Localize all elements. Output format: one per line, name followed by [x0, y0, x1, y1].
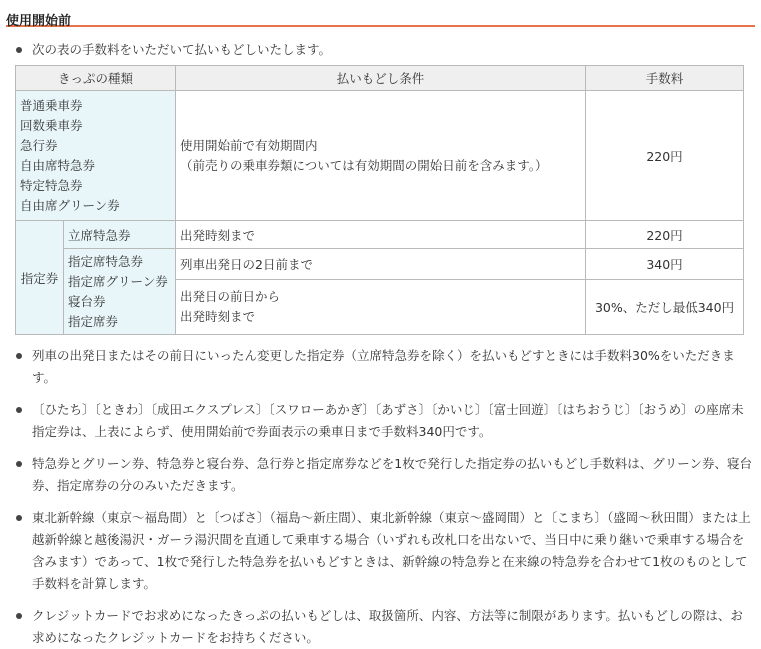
reserved-ticket-types [64, 249, 176, 335]
standing-condition: 出発時刻まで [176, 221, 586, 249]
standing-fee: 220円 [586, 221, 744, 249]
table-row [16, 91, 744, 221]
condition-line: （前売りの乗車券類については有効期間の開始日前を含みます。） [180, 157, 548, 173]
two-days-fee: 340円 [586, 249, 744, 280]
note-text: 特急券とグリーン券、特急券と寝台券、急行券と指定席券などを1枚で発行した指定券の払いもどし手数料は、グリーン券、寝台券、指定席券の分のみいただきます。 [32, 456, 752, 493]
ticket-type-label: 寝台券 [68, 293, 106, 309]
ticket-type-label: 指定席グリーン券 [68, 273, 168, 289]
condition-line: 出発日の前日から [180, 289, 281, 304]
table-header-row [16, 66, 744, 91]
bullet-dot-icon [16, 515, 22, 521]
list-item [6, 399, 755, 443]
bullet-dot-icon [16, 613, 22, 619]
ticket-type-label: 自由席特急券 [20, 157, 96, 173]
table-row [16, 249, 744, 280]
note-text: 〔ひたち〕〔ときわ〕〔成田エクスプレス〕〔スワローあかぎ〕〔あずさ〕〔かいじ〕〔富士回遊〕〔はちおうじ〕〔おうめ〕の座席未指定券は、上表によらず、使用開始前で券面表示の乗車日まで手数料340円です。 [32, 402, 744, 439]
day-before-condition [176, 280, 586, 335]
note-text: 東北新幹線（東京～福島間）と〔つばさ〕（福島～新庄間）、東北新幹線（東京～盛岡間）と〔こまち〕（盛岡～秋田間）または上越新幹線と越後湯沢・ガーラ湯沢間を直通して乗車する場合（いずれも改札口を出ないで、当日中に乗り継いで乗車する場合を含みます）であって、1枚で発行した特急券を払いもどすときは、新幹線の特急券と在来線の特急券を合わせて1枚のものとして手数料を計算します。 [32, 510, 751, 591]
two-days-condition: 列車出発日の2日前まで [176, 249, 586, 280]
ticket-type-label: 普通乗車券 [20, 97, 83, 113]
fee-table [15, 65, 744, 335]
bullet-dot-icon [16, 407, 22, 413]
ticket-type-label: 指定席券 [68, 313, 119, 329]
ticket-type-label: 特定特急券 [20, 177, 83, 193]
general-ticket-types [16, 91, 176, 221]
bullet-dot-icon [16, 47, 22, 53]
list-item [6, 345, 755, 389]
ticket-type-label: 急行券 [20, 137, 58, 153]
intro-text: 次の表の手数料をいただいて払いもどしいたします。 [32, 42, 332, 57]
header-ticket-type: きっぷの種類 [16, 66, 176, 91]
bullet-dot-icon [16, 461, 22, 467]
general-fee: 220円 [586, 91, 744, 221]
standing-ticket-type: 立席特急券 [64, 221, 176, 249]
ticket-type-label: 自由席グリーン券 [20, 197, 120, 213]
notes-list [6, 345, 755, 649]
ticket-type-label: 指定席特急券 [68, 253, 144, 269]
header-condition: 払いもどし条件 [176, 66, 586, 91]
list-item [6, 507, 755, 595]
list-item [6, 605, 755, 649]
note-text: クレジットカードでお求めになったきっぷの払いもどしは、取扱箇所、内容、方法等に制限があります。払いもどしの際は、お求めになったクレジットカードをお持ちください。 [32, 608, 743, 645]
bullet-dot-icon [16, 353, 22, 359]
reserved-group-label: 指定券 [16, 221, 64, 335]
day-before-fee: 30%、ただし最低340円 [586, 280, 744, 335]
general-condition [176, 91, 586, 221]
list-item [6, 39, 755, 61]
header-fee: 手数料 [586, 66, 744, 91]
section-title: 使用開始前 [6, 0, 755, 27]
note-text: 列車の出発日またはその前日にいったん変更した指定券（立席特急券を除く）を払いもどすときには手数料30%をいただきます。 [32, 348, 735, 385]
condition-line: 出発時刻まで [180, 309, 256, 324]
ticket-type-label: 回数乗車券 [20, 117, 83, 133]
table-row [16, 221, 744, 249]
condition-line: 使用開始前で有効期間内 [180, 137, 318, 153]
list-item [6, 453, 755, 497]
bullet-list [6, 39, 755, 61]
